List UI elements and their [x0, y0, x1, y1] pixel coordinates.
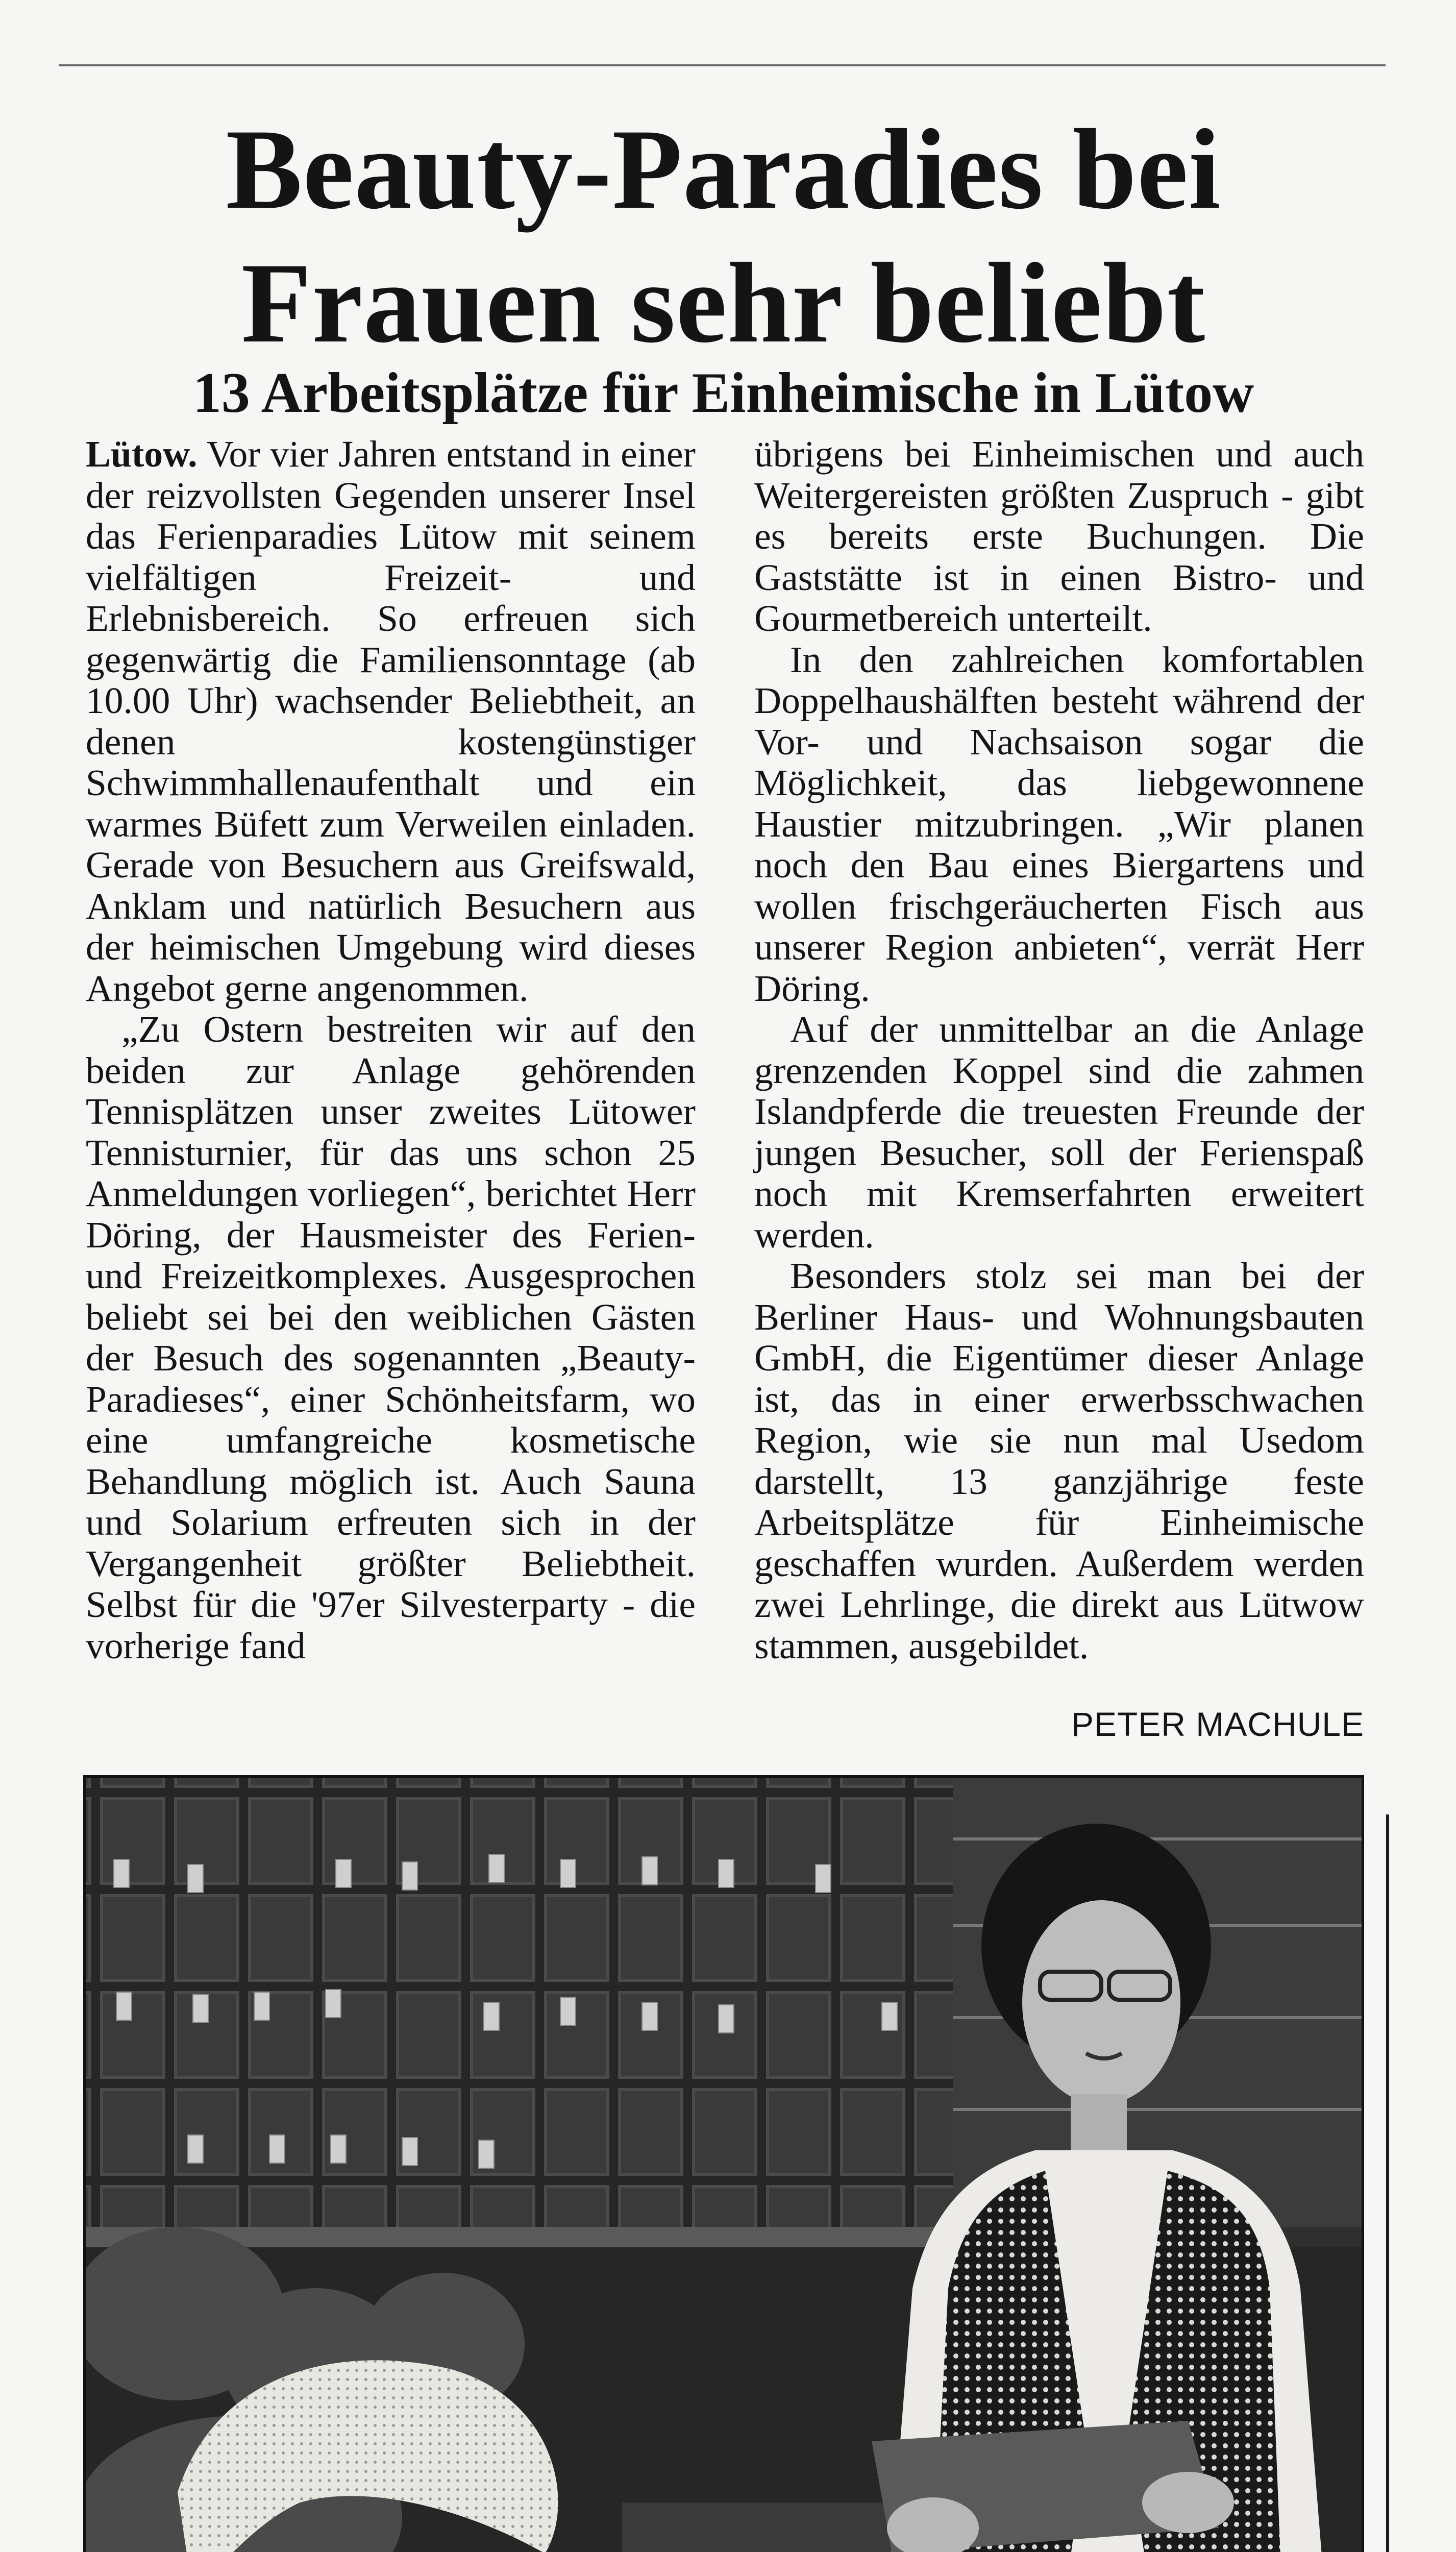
- paragraph-1-text: Vor vier Jahren entstand in einer der reizvollsten Gegenden unserer Insel das Ferienparadies Lütow mit seinem vielfältigen Freizeit- und Erlebnisbereich. So erfreuen sich gegenwärtig die Familiensonntage (ab 10.00 Uhr) wachsender Beliebtheit, an denen kostengünstiger Schwimmhallenaufenthalt und ein warmes Büfett zum Verweilen einladen. Gerade von Besuchern aus Greifswald, Anklam und natürlich Besuchern aus der heimischen Umgebung wird dieses Angebot gerne angenommen.: [86, 433, 696, 1009]
- author-byline: PETER MACHULE: [1071, 1705, 1364, 1743]
- paragraph-2: „Zu Ostern bestreiten wir auf den beiden zur Anlage gehörenden Tennisplätzen unser zweites Lütower Tennisturnier, für das uns schon 25 Anmeldungen vorliegen“, berichtet Herr Döring, der Hausmeister des Ferien- und Freizeitkomplexes. Ausgesprochen beliebt sei bei den weiblichen Gästen der Besuch des sogenannten „Beauty-Paradieses“, einer Schönheitsfarm, wo eine umfangreiche kosmetische Behandlung möglich ist. Auch Sauna und Solarium erfreuten sich in der Vergangenheit größter Beliebtheit. Selbst für die '97er Silvesterparty - die vorherige fand: [86, 1009, 696, 1666]
- headline-line-1: Beauty-Paradies bei: [226, 105, 1221, 233]
- headline: [59, 102, 1388, 370]
- dateline: Lütow.: [86, 433, 198, 475]
- paragraph-3: übrigens bei Einheimischen und auch Weitergereisten größten Zuspruch - gibt es bereits erste Buchungen. Die Gaststätte ist in einen Bistro- und Gourmetbereich unterteilt.: [754, 433, 1364, 639]
- article-column-left: [86, 434, 696, 1666]
- subheadline: 13 Arbeitsplätze für Einheimische in Lütow: [192, 361, 1254, 425]
- paragraph-4: In den zahlreichen komfortablen Doppelhaushälften besteht während der Vor- und Nachsaison sogar die Möglichkeit, das liebgewonnene Haustier mitzubringen. „Wir planen noch den Bau eines Biergartens und wollen frischgeräucherten Fisch aus unserer Region anbieten“, verrät Herr Döring.: [754, 639, 1364, 1009]
- reception-photo: [83, 1775, 1364, 2552]
- article-column-right: [754, 434, 1364, 1666]
- paragraph-5: Auf der unmittelbar an die Anlage grenzenden Koppel sind die zahmen Islandpferde die treuesten Freunde der jungen Besucher, soll der Ferienspaß noch mit Kremserfahrten erweitert werden.: [754, 1009, 1364, 1256]
- top-rule: [59, 64, 1386, 66]
- reception-photo-drawing: [86, 1778, 1362, 2552]
- right-rule: [1386, 1814, 1389, 2552]
- paragraph-6: Besonders stolz sei man bei der Berliner Haus- und Wohnungsbauten GmbH, die Eigentümer dieser Anlage ist, das in einer erwerbsschwachen Region, wie sie nun mal Usedom darstellt, 13 ganzjährige feste Arbeitsplätze für Einheimische geschaffen wurden. Außerdem werden zwei Lehrlinge, die direkt aus Lütwow stammen, ausgebildet.: [754, 1255, 1364, 1666]
- headline-line-2: Frauen sehr beliebt: [241, 239, 1206, 366]
- paragraph-1: [86, 434, 696, 1009]
